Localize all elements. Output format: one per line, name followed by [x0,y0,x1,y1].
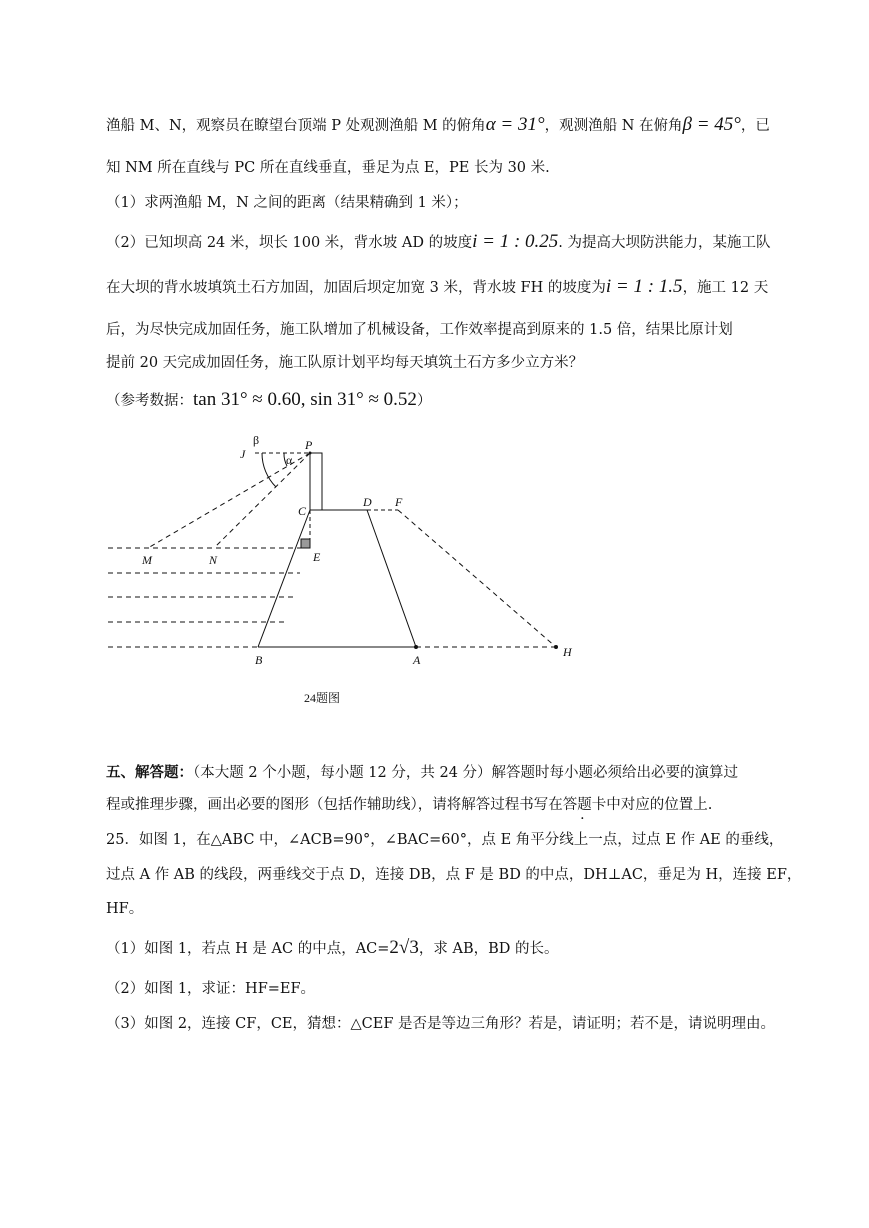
slope-fh [398,510,556,647]
label-a: A [413,653,421,667]
q25-part-2: （2）如图 1，求证：HF=EF。 [106,981,316,997]
section5-intro-line-1 [106,763,738,783]
q24-line-7: 提前 20 天完成加固任务，施工队原计划平均每天填筑土石方多少立方米？ [106,355,584,371]
section5-heading: 五、解答题： [106,764,193,781]
label-beta: β [253,433,260,447]
q24-text: 在大坝的背水坡填筑土石方加固，加固后坝定加宽 3 米，背水坡 FH 的坡度为 [106,280,606,296]
section5-intro: 程或推理步骤，画出必要的图形（包括作辅助线），请将解答过程书写在 [106,797,563,813]
q24-line-6: 后，为尽快完成加固任务，施工队增加了机械设备，工作效率提高到原来的 1.5 倍，结果比原计划 [106,322,733,338]
right-angle-mark [301,539,310,548]
label-alpha: α [286,453,293,467]
point-a [414,645,418,649]
q24-text: ） [416,393,432,409]
beta-arc [262,453,276,487]
alpha-equation: α = 31° [485,114,545,135]
q24-text: ，已 [740,118,770,134]
section5-intro-line-2 [106,795,712,815]
label-j: J [240,447,246,461]
sight-line-pm [148,453,310,548]
figure-caption: 24题图 [304,691,341,705]
ac-value-math: 2√3 [389,937,419,958]
reference-math: tan 31° ≈ 0.60, sin 31° ≈ 0.52 [193,389,417,410]
label-h: H [563,645,572,659]
q24-text: ，观测渔船 N 在俯角 [544,118,683,134]
q25-part-1 [106,938,559,959]
q25-line-3: HF。 [106,901,144,917]
q25-part-3: （3）如图 2，连接 CF，CE，猜想：△CEF 是否是等边三角形？若是，请证明；若不是，请说明理由。 [106,1016,776,1032]
beta-equation: β = 45° [682,114,741,135]
label-n: N [209,553,218,567]
q24-text: （2）已知坝高 24 米，坝长 100 米，背水坡 AD 的坡度 [106,235,473,251]
q25-line-1: 25．如图 1，在△ABC 中，∠ACB=90°，∠BAC=60°，点 E 角平分线上一点，过点 E 作 AE 的垂线， [106,832,784,848]
q24-line-2: 知 NM 所在直线与 PC 所在直线垂直，垂足为点 E，PE 长为 30 米. [106,160,550,176]
label-f: F [395,495,403,509]
q24-part-1: （1）求两渔船 M，N 之间的距离（结果精确到 1 米）； [106,195,468,211]
label-d: D [363,495,372,509]
q25-line-2: 过点 A 作 AB 的线段，两垂线交于点 D，连接 DB，点 F 是 BD 的中点，DH⊥AC，垂足为 H，连接 EF， [106,867,802,883]
dam-outline [258,510,416,647]
label-b: B [255,653,263,667]
label-p: P [305,438,313,452]
q24-text: 渔船 M、N，观察员在瞭望台顶端 P 处观测渔船 M 的俯角 [106,118,486,134]
slope-fh-equation: i = 1 : 1.5 [605,276,683,297]
q24-text: ，施工 12 天 [682,280,769,296]
label-m: M [142,553,152,567]
point-h [554,645,558,649]
label-e: E [313,550,321,564]
answer-sheet-emphasis: 答题卡 [562,797,607,813]
slope-ad-equation: i = 1 : 0.25 [472,231,559,252]
label-c: C [298,504,307,518]
section5-intro: 中对应的位置上. [606,797,713,813]
section5-intro: （本大题 2 个小题，每小题 12 分，共 24 分）解答题时每小题必须给出必要的演算过 [193,765,739,781]
q25-text: （1）如图 1，若点 H 是 AC 的中点，AC= [106,941,390,957]
q25-text: ，求 AB，BD 的长。 [418,941,559,957]
q24-text: . 为提高大坝防洪能力，某施工队 [558,235,771,251]
q24-text: （参考数据： [106,393,193,409]
lookout-tower [310,453,322,510]
